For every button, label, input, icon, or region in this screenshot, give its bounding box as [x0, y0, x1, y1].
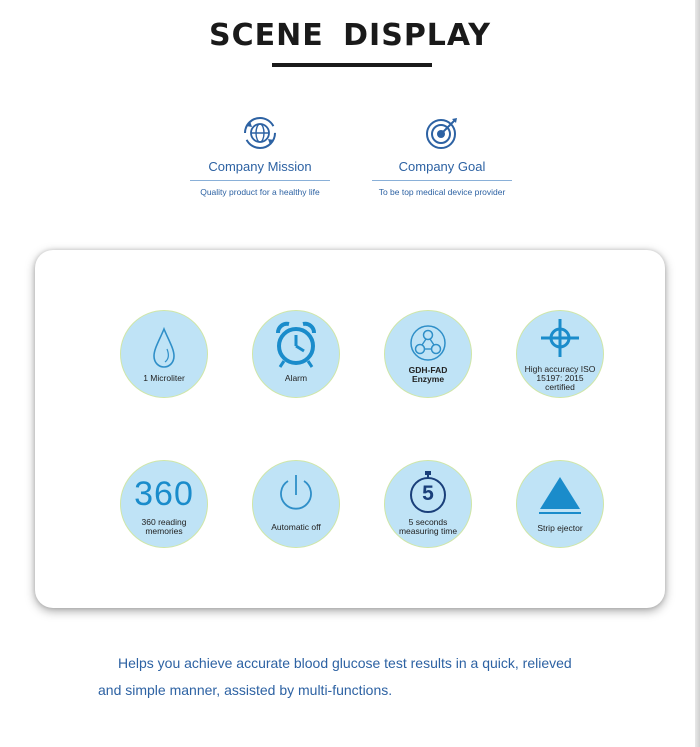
company-goal-text: To be top medical device provider [378, 187, 506, 197]
page-edge-shadow [695, 0, 700, 747]
alarm-clock-icon [253, 311, 339, 397]
divider [190, 180, 330, 181]
company-mission-label: Company Mission [208, 159, 312, 174]
molecule-icon [385, 311, 471, 397]
title-underline [272, 63, 432, 67]
feature-label: Automatic off [271, 522, 321, 532]
company-goal-label: Company Goal [398, 159, 486, 174]
feature-measure-time [384, 460, 472, 548]
feature-label-line1: High accuracy ISO [524, 364, 596, 374]
description-line1: Helps you achieve accurate blood glucose test results in a quick, relieved [118, 655, 572, 671]
description-line2: and simple manner, assisted by multi-functions. [98, 682, 393, 698]
feature-label: Alarm [284, 373, 308, 383]
memory-360-icon: 360 [134, 475, 194, 513]
eject-triangle-icon [517, 461, 603, 547]
feature-label: 1 Microliter [143, 373, 185, 383]
feature-auto-off [252, 460, 340, 548]
feature-memory [120, 460, 208, 548]
feature-label-line2: Enzyme [411, 374, 445, 384]
feature-label-line2: measuring time [398, 526, 458, 536]
feature-label-line1: 5 seconds [408, 517, 448, 527]
feature-label-line1: GDH-FAD [408, 365, 448, 375]
page-title: SCENE DISPLAY [208, 18, 491, 53]
feature-accuracy [516, 310, 604, 398]
company-mission-text: Quality product for a healthy life [200, 187, 320, 197]
feature-label-line3: certified [545, 382, 575, 392]
feature-microliter [120, 310, 208, 398]
description [98, 650, 598, 704]
feature-enzyme [384, 310, 472, 398]
divider [372, 180, 512, 181]
drop-icon [121, 311, 207, 397]
feature-label: Strip ejector [537, 523, 583, 533]
feature-label-line1: 360 reading [141, 517, 187, 527]
features-panel [35, 250, 665, 608]
feature-label-line2: memories [145, 526, 183, 536]
power-icon [253, 461, 339, 547]
company-goal-block [372, 115, 512, 197]
globe-cycle-icon [242, 115, 278, 151]
company-mission-block [190, 115, 330, 197]
feature-alarm [252, 310, 340, 398]
feature-strip-ejector [516, 460, 604, 548]
timer-digit: 5 [422, 482, 434, 505]
feature-label-line2: 15197: 2015 [536, 373, 584, 383]
target-arrow-icon [424, 115, 460, 151]
